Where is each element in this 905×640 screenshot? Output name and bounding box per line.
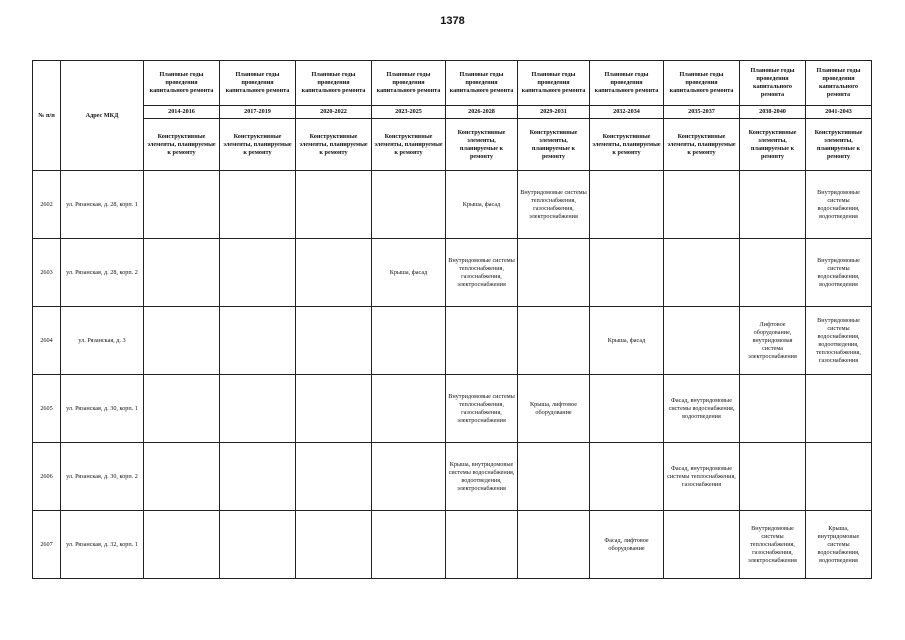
row-cell: Крыша, фасад bbox=[590, 307, 664, 375]
header-elements: Конструктивные элементы, планируемые к ремонту bbox=[664, 119, 740, 171]
row-cell: Внутридомовые системы теплоснабжения, газоснабжения, электроснабжения bbox=[518, 171, 590, 239]
row-address: ул. Рязанская, д. 30, корп. 2 bbox=[61, 443, 144, 511]
header-plan-years: Плановые годы проведения капитального ремонта bbox=[740, 61, 806, 106]
row-cell bbox=[220, 511, 296, 579]
header-period: 2032-2034 bbox=[590, 106, 664, 119]
row-cell bbox=[372, 375, 446, 443]
row-number: 2606 bbox=[33, 443, 61, 511]
row-cell bbox=[664, 511, 740, 579]
row-cell bbox=[296, 307, 372, 375]
header-elements: Конструктивные элементы, планируемые к ремонту bbox=[806, 119, 872, 171]
header-period: 2023-2025 bbox=[372, 106, 446, 119]
header-plan-years: Плановые годы проведения капитального ремонта bbox=[296, 61, 372, 106]
row-number: 2605 bbox=[33, 375, 61, 443]
header-plan-years: Плановые годы проведения капитального ремонта bbox=[806, 61, 872, 106]
row-cell bbox=[296, 171, 372, 239]
header-address: Адрес МКД bbox=[61, 61, 144, 171]
row-cell bbox=[372, 511, 446, 579]
header-elements: Конструктивные элементы, планируемые к ремонту bbox=[372, 119, 446, 171]
row-cell bbox=[518, 511, 590, 579]
row-cell bbox=[590, 443, 664, 511]
header-plan-years: Плановые годы проведения капитального ремонта bbox=[446, 61, 518, 106]
row-cell: Внутридомовые системы теплоснабжения, газоснабжения, электроснабжения bbox=[446, 239, 518, 307]
row-number: 2607 bbox=[33, 511, 61, 579]
row-cell: Лифтовое оборудование, внутридомовая система электроснабжения bbox=[740, 307, 806, 375]
header-period: 2017-2019 bbox=[220, 106, 296, 119]
header-num: № п/п bbox=[33, 61, 61, 171]
row-cell: Крыша, внутридомовые системы водоснабжения, водоотведения, электроснабжения bbox=[446, 443, 518, 511]
header-plan-years: Плановые годы проведения капитального ремонта bbox=[664, 61, 740, 106]
header-period: 2035-2037 bbox=[664, 106, 740, 119]
header-period: 2038-2040 bbox=[740, 106, 806, 119]
row-cell bbox=[144, 239, 220, 307]
page-number: 1378 bbox=[440, 15, 465, 27]
row-cell bbox=[740, 171, 806, 239]
row-address: ул. Рязанская, д. 3 bbox=[61, 307, 144, 375]
table-row bbox=[33, 443, 872, 511]
row-cell bbox=[372, 443, 446, 511]
table-row bbox=[33, 511, 872, 579]
header-period: 2020-2022 bbox=[296, 106, 372, 119]
header-period: 2041-2043 bbox=[806, 106, 872, 119]
row-cell bbox=[590, 239, 664, 307]
header-elements: Конструктивные элементы, планируемые к ремонту bbox=[144, 119, 220, 171]
row-address: ул. Рязанская, д. 30, корп. 1 bbox=[61, 375, 144, 443]
row-cell bbox=[518, 239, 590, 307]
row-cell bbox=[144, 171, 220, 239]
row-cell bbox=[740, 375, 806, 443]
row-cell bbox=[220, 171, 296, 239]
row-cell: Крыша, внутридомовые системы водоснабжения, водоотведения bbox=[806, 511, 872, 579]
row-cell bbox=[518, 443, 590, 511]
row-cell: Крыша, фасад bbox=[372, 239, 446, 307]
row-cell bbox=[806, 443, 872, 511]
row-cell bbox=[144, 307, 220, 375]
row-cell bbox=[664, 307, 740, 375]
row-cell bbox=[296, 375, 372, 443]
row-cell: Внутридомовые системы теплоснабжения, газоснабжения, электроснабжения bbox=[446, 375, 518, 443]
header-period: 2026-2028 bbox=[446, 106, 518, 119]
header-plan-years: Плановые годы проведения капитального ремонта bbox=[220, 61, 296, 106]
row-cell bbox=[144, 375, 220, 443]
row-cell bbox=[590, 375, 664, 443]
row-cell bbox=[664, 239, 740, 307]
header-elements: Конструктивные элементы, планируемые к ремонту bbox=[446, 119, 518, 171]
table-row bbox=[33, 307, 872, 375]
row-cell: Фасад, внутридомовые системы теплоснабжения, газоснабжения bbox=[664, 443, 740, 511]
row-cell bbox=[296, 443, 372, 511]
row-cell bbox=[664, 171, 740, 239]
row-number: 2602 bbox=[33, 171, 61, 239]
row-cell: Крыша, фасад bbox=[446, 171, 518, 239]
row-number: 2603 bbox=[33, 239, 61, 307]
row-cell: Внутридомовые системы теплоснабжения, газоснабжения, электроснабжения bbox=[740, 511, 806, 579]
row-cell bbox=[518, 307, 590, 375]
repair-schedule-table bbox=[32, 60, 872, 579]
row-cell bbox=[144, 511, 220, 579]
header-elements: Конструктивные элементы, планируемые к ремонту bbox=[296, 119, 372, 171]
row-cell bbox=[806, 375, 872, 443]
row-cell bbox=[372, 307, 446, 375]
row-cell bbox=[740, 443, 806, 511]
row-address: ул. Рязанская, д. 32, корп. 1 bbox=[61, 511, 144, 579]
row-cell: Внутридомовые системы водоснабжения, водоотведения, теплоснабжения, газоснабжения bbox=[806, 307, 872, 375]
header-elements: Конструктивные элементы, планируемые к ремонту bbox=[740, 119, 806, 171]
row-cell: Фасад, лифтовое оборудование bbox=[590, 511, 664, 579]
header-plan-years: Плановые годы проведения капитального ремонта bbox=[372, 61, 446, 106]
row-cell: Внутридомовые системы водоснабжения, водоотведения bbox=[806, 171, 872, 239]
header-plan-years: Плановые годы проведения капитального ремонта bbox=[590, 61, 664, 106]
row-cell bbox=[446, 511, 518, 579]
row-cell bbox=[740, 239, 806, 307]
row-cell bbox=[590, 171, 664, 239]
row-address: ул. Рязанская, д. 28, корп. 1 bbox=[61, 171, 144, 239]
row-cell bbox=[220, 307, 296, 375]
header-period: 2014-2016 bbox=[144, 106, 220, 119]
row-cell bbox=[144, 443, 220, 511]
header-plan-years: Плановые годы проведения капитального ремонта bbox=[518, 61, 590, 106]
table-row bbox=[33, 171, 872, 239]
row-cell bbox=[296, 511, 372, 579]
header-elements: Конструктивные элементы, планируемые к ремонту bbox=[518, 119, 590, 171]
row-cell: Внутридомовые системы водоснабжения, водоотведения bbox=[806, 239, 872, 307]
row-cell bbox=[220, 443, 296, 511]
row-cell: Фасад, внутридомовые системы водоснабжения, водоотведения bbox=[664, 375, 740, 443]
header-period: 2029-2031 bbox=[518, 106, 590, 119]
row-number: 2604 bbox=[33, 307, 61, 375]
row-cell bbox=[446, 307, 518, 375]
row-address: ул. Рязанская, д. 28, корп. 2 bbox=[61, 239, 144, 307]
row-cell bbox=[296, 239, 372, 307]
row-cell bbox=[220, 239, 296, 307]
row-cell bbox=[372, 171, 446, 239]
row-cell: Крыша, лифтовое оборудование bbox=[518, 375, 590, 443]
header-plan-years: Плановые годы проведения капитального ремонта bbox=[144, 61, 220, 106]
table-row bbox=[33, 375, 872, 443]
row-cell bbox=[220, 375, 296, 443]
header-elements: Конструктивные элементы, планируемые к ремонту bbox=[590, 119, 664, 171]
header-elements: Конструктивные элементы, планируемые к ремонту bbox=[220, 119, 296, 171]
table-row bbox=[33, 239, 872, 307]
